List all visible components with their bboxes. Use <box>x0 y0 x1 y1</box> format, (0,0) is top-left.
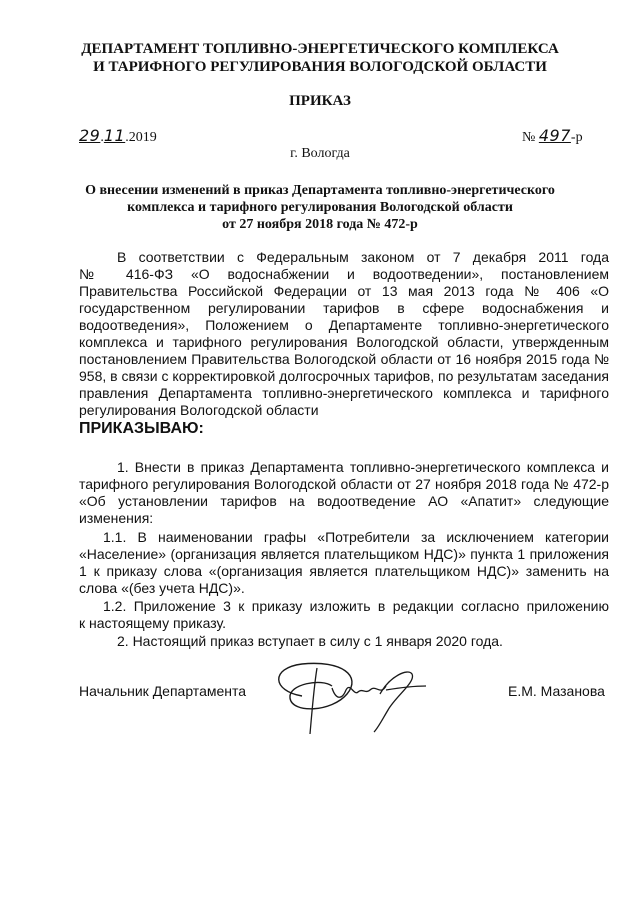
preamble-line: комплекса и тарифного регулирования Вологодской области, утвержденным <box>79 334 609 350</box>
item-line: слова «(без учета НДС)». <box>79 580 245 596</box>
date-month: 11 <box>103 126 126 145</box>
preamble-line: № 416-ФЗ «О водоснабжении и водоотведении», постановлением <box>79 266 609 282</box>
item-line: 1. Внести в приказ Департамента топливно-энергетического комплекса и <box>117 459 609 475</box>
number-suffix: -р <box>570 130 583 145</box>
subject-line2: комплекса и тарифного регулирования Вологодской области <box>127 200 513 215</box>
department-header-line1: ДЕПАРТАМЕНТ ТОПЛИВНО-ЭНЕРГЕТИЧЕСКОГО КОМПЛЕКСА <box>81 41 559 57</box>
item-line: 2. Настоящий приказ вступает в силу с 1 января 2020 года. <box>117 633 503 649</box>
preamble-line: государственном регулировании тарифов в сфере водоснабжения и <box>79 300 609 316</box>
preamble-line: 958, в связи с корректировкой долгосрочных тарифов, по результатам заседания <box>79 368 609 384</box>
signatory-name: Е.М. Мазанова <box>508 683 605 699</box>
item-line: тарифного регулирования Вологодской области от 27 ноября 2018 года № 472-р <box>79 476 609 492</box>
order-word: ПРИКАЗЫВАЮ: <box>79 420 204 437</box>
item-line: изменения: <box>79 510 154 526</box>
preamble-line: правления Департамента топливно-энергетического комплекса и тарифного <box>79 385 609 401</box>
signatory-role: Начальник Департамента <box>79 683 247 699</box>
order-title: ПРИКАЗ <box>289 93 351 109</box>
item-line: 1.2. Приложение 3 к приказу изложить в редакции согласно приложению <box>103 598 609 614</box>
order-number <box>522 126 583 146</box>
item-line: к настоящему приказу. <box>79 615 226 631</box>
item-line: «Население» (организация является плательщиком НДС)» пункта 1 приложения <box>79 546 609 562</box>
date-year: .2019 <box>125 130 157 145</box>
preamble-line: постановлением Правительства Вологодской области от 16 ноября 2015 года № <box>79 351 609 367</box>
city: г. Вологда <box>290 146 350 161</box>
number-prefix: № <box>522 130 539 145</box>
preamble-line: В соответствии с Федеральным законом от 7 декабря 2011 года <box>117 249 609 265</box>
preamble-line: регулирования Вологодской области <box>79 402 319 418</box>
item-line: 1.1. В наименовании графы «Потребители за исключением категории <box>103 529 609 545</box>
item-line: «Об установлении тарифов на водоотведение АО «Апатит» следующие <box>79 493 609 509</box>
date-day: 29 <box>79 126 101 145</box>
date-separator: . <box>100 130 104 145</box>
subject-line3: от 27 ноября 2018 года № 472-р <box>222 217 418 232</box>
order-date <box>79 126 157 146</box>
department-header-line2: И ТАРИФНОГО РЕГУЛИРОВАНИЯ ВОЛОГОДСКОЙ ОБЛАСТИ <box>93 59 547 75</box>
preamble-line: Правительства Российской Федерации от 13 мая 2013 года № 406 «О <box>79 283 609 299</box>
handwritten-signature <box>262 656 432 736</box>
item-line: 1 к приказу слова «(организация является плательщиком НДС)» заменить на <box>79 563 609 579</box>
preamble-line: водоотведения», Положением о Департаменте топливно-энергетического <box>79 317 609 333</box>
number-value: 497 <box>538 126 571 145</box>
subject-line1: О внесении изменений в приказ Департамента топливно-энергетического <box>85 183 555 198</box>
